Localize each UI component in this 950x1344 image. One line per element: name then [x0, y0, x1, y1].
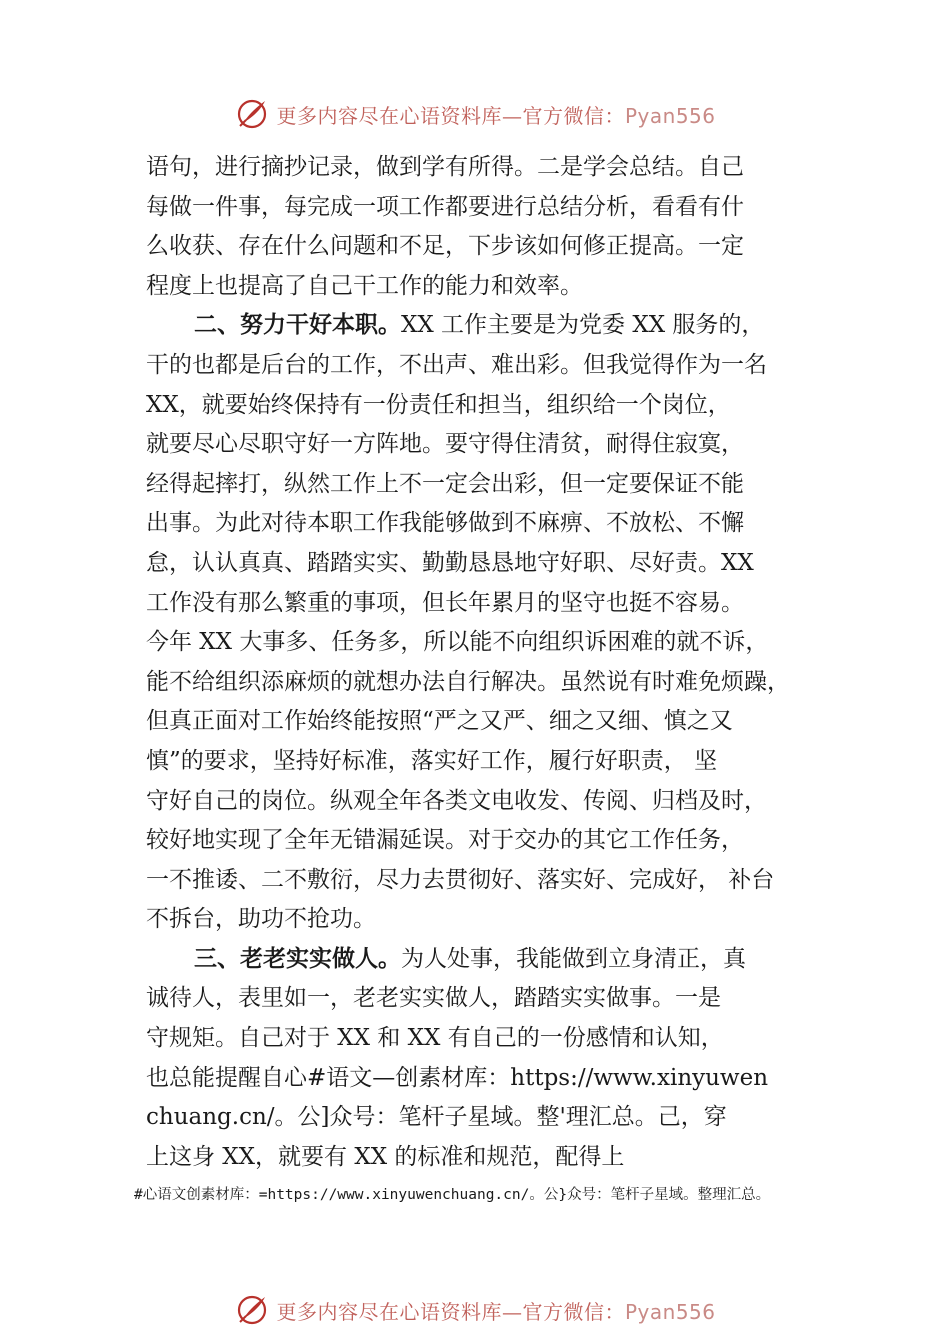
banner-wechat-id: Pyan556 — [624, 103, 716, 128]
paragraph-1 — [146, 148, 814, 306]
text-line: 一不推诿、二不敷衍，尽力去贯彻好、落实好、完成好， 补台 — [146, 866, 775, 893]
paragraph-2 — [146, 306, 814, 940]
text-line: 慎”的要求，坚持好标准，落实好工作，履行好职责， 坚 — [146, 747, 718, 774]
quill-logo-icon — [234, 96, 270, 132]
text-line: 诚待人，表里如一，老老实实做人，踏踏实实做事。一是 — [146, 985, 721, 1012]
text-line: 能不给组织添麻烦的就想办法自行解决。虽然说有时难免烦躁， — [146, 668, 790, 695]
text-line: 今年 XX 大事多、任务多，所以能不向组织诉困难的就不诉， — [146, 629, 769, 656]
text-line: 也总能提醒自心#语文—创素材库：https://www.xinyuwen — [146, 1064, 769, 1091]
text-line: 守好自己的岗位。纵观全年各类文电收发、传阅、归档及时， — [146, 787, 767, 814]
text-line — [146, 940, 814, 980]
text-line: 出事。为此对待本职工作我能够做到不麻痹、不放松、不懈 — [146, 510, 744, 537]
text-span: 为人处事，我能做到立身清正，真 — [401, 945, 746, 972]
document-body — [146, 148, 814, 1177]
banner-text: 更多内容尽在心语资料库—官方微信：Pyan556 — [276, 1299, 716, 1324]
text-line: 工作没有那么繁重的事项，但长年累月的坚守也挺不容易。 — [146, 589, 744, 616]
text-line: chuang.cn/。公]众号：笔杆子星域。整'理汇总。己，穿 — [146, 1104, 727, 1131]
section-heading: 三、老老实实做人。 — [194, 945, 401, 972]
text-line: 怠，认认真真、踏踏实实、勤勤恳恳地守好职、尽好责。XX — [146, 549, 754, 576]
text-line: 较好地实现了全年无错漏延误。对于交办的其它工作任务， — [146, 827, 744, 854]
text-line: XX，就要始终保持有一份责任和担当，组织给一个岗位， — [146, 391, 731, 418]
text-line: 么收获、存在什么问题和不足，下步该如何修正提高。一定 — [146, 233, 744, 260]
text-line: 语句，进行摘抄记录，做到学有所得。二是学会总结。自己 — [146, 154, 744, 180]
banner-wechat-id: Pyan556 — [624, 1299, 716, 1324]
text-span: XX 工作主要是为党委 XX 服务的， — [401, 312, 765, 339]
text-line: 程度上也提高了自己干工作的能力和效率。 — [146, 272, 583, 299]
text-line: 每做一件事，每完成一项工作都要进行总结分析，看看有什 — [146, 193, 744, 220]
text-line: 上这身 XX，就要有 XX 的标准和规范，配得上 — [146, 1143, 625, 1170]
section-heading: 二、努力干好本职。 — [194, 312, 401, 339]
text-line — [146, 306, 814, 346]
footer-note: #心语文创素材库：=https://www.xinyuwenchuang.cn/。公}众号：笔杆子星域。整理汇总。 — [134, 1187, 771, 1203]
text-line: 但真正面对工作始终能按照“严之又严、细之又细、慎之又 — [146, 708, 733, 735]
footer-banner — [0, 1288, 950, 1332]
text-line: 就要尽心尽职守好一方阵地。要守得住清贫，耐得住寂寞， — [146, 431, 744, 458]
paragraph-3 — [146, 940, 814, 1178]
text-line: 经得起摔打，纵然工作上不一定会出彩，但一定要保证不能 — [146, 470, 744, 497]
quill-logo-icon — [234, 1292, 270, 1328]
text-line: 守规矩。自己对于 XX 和 XX 有自己的一份感情和认知， — [146, 1025, 724, 1052]
banner-text: 更多内容尽在心语资料库—官方微信：Pyan556 — [276, 103, 716, 128]
text-line: 不拆台，助功不抢功。 — [146, 906, 376, 933]
text-line: 干的也都是后台的工作，不出声、难出彩。但我觉得作为一名 — [146, 351, 767, 378]
header-banner — [0, 92, 950, 136]
